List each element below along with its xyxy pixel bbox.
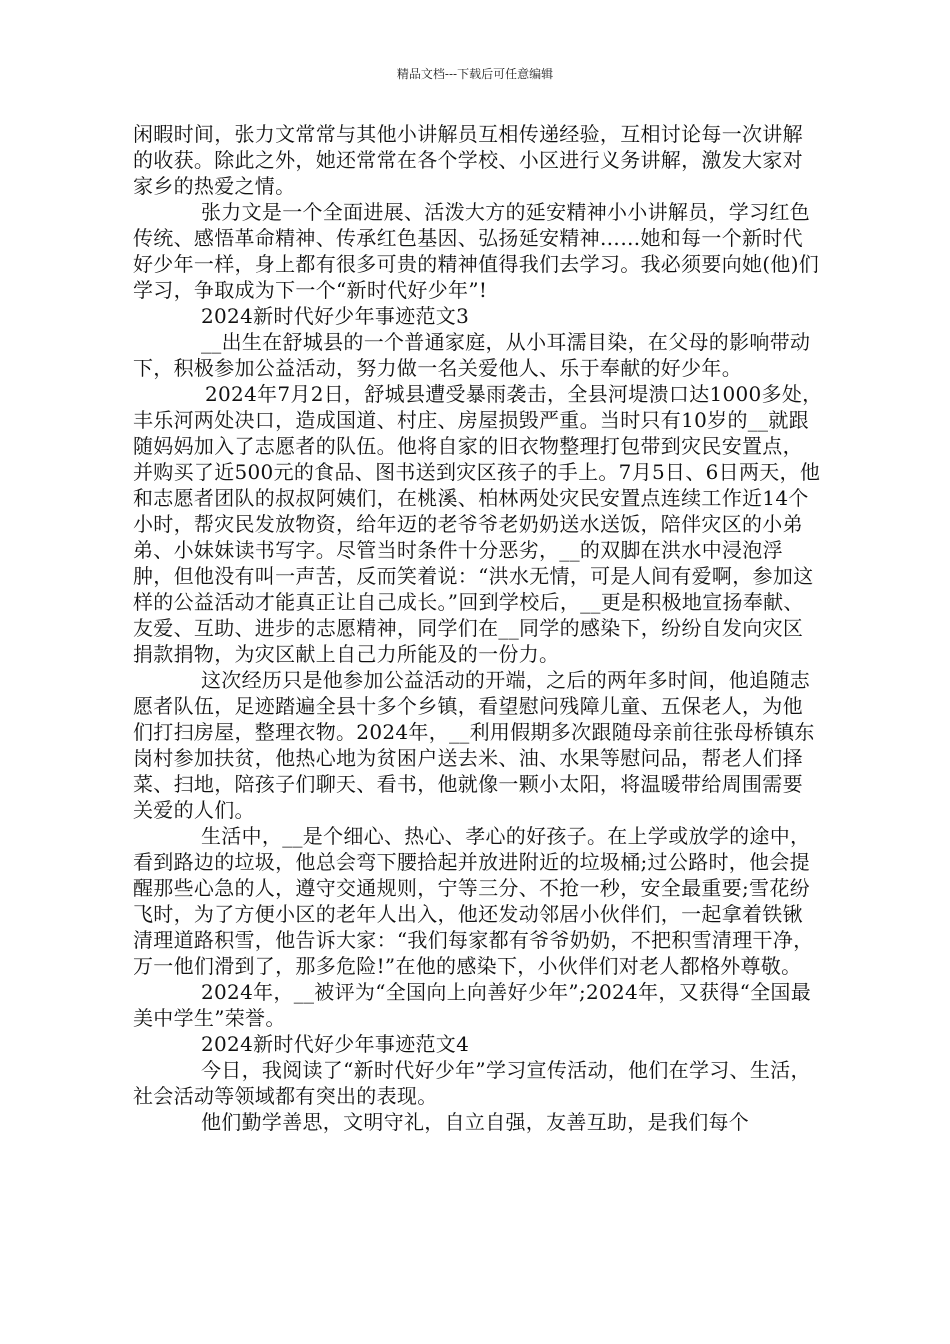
paragraph: 今日，我阅读了“新时代好少年”学习宣传活动，他们在学习、生活，社会活动等领域都有突出的表现。	[133, 1058, 811, 1108]
paragraph: 这次经历只是他参加公益活动的开端，之后的两年多时间，他追随志愿者队伍，足迹踏遍全县十多个乡镇，看望慰问残障儿童、五保老人，为他们打扫房屋，整理衣物。2024年，__利用假期多次跟随母亲前往张母桥镇东岗村参加扶贫，他热心地为贫困户送去米、油、水果等慰问品，帮老人们择菜、扫地，陪孩子们聊天、看书，他就像一颗小太阳，将温暖带给周围需要关爱的人们。	[133, 668, 815, 822]
paragraph: 2024年，__被评为“全国向上向善好少年”;2024年，又获得“全国最美中学生”荣誉。	[133, 980, 812, 1030]
paragraph: 闲暇时间，张力文常常与其他小讲解员互相传递经验，互相讨论每一次讲解的收获。除此之外，她还常常在各个学校、小区进行义务讲解，激发大家对家乡的热爱之情。	[133, 122, 803, 198]
page-header: 精品文档---下载后可任意编辑	[396, 67, 554, 81]
paragraph: 他们勤学善思，文明守礼，自立自强，友善互助，是我们每个	[201, 1110, 750, 1134]
section-heading: 2024新时代好少年事迹范文3	[201, 304, 470, 328]
paragraph: 生活中，__是个细心、热心、孝心的好孩子。在上学或放学的途中，看到路边的垃圾，他总会弯下腰拾起并放进附近的垃圾桶;过公路时，他会提醒那些心急的人，遵守交通规则，宁等三分、不抢一秒，安全最重要;雪花纷飞时，为了方便小区的老年人出入，他还发动邻居小伙伴们，一起拿着铁锹清理道路积雪，他告诉大家：“我们每家都有爷爷奶奶，不把积雪清理干净，万一他们滑到了，那多危险!”在他的感染下，小伙伴们对老人都格外尊敬。	[133, 824, 814, 978]
section-heading: 2024新时代好少年事迹范文4	[201, 1032, 470, 1056]
paragraph: 张力文是一个全面进展、活泼大方的延安精神小小讲解员，学习红色传统、感悟革命精神、传承红色基因、弘扬延安精神……她和每一个新时代好少年一样，身上都有很多可贵的精神值得我们去学习。我必须要向她(他)们学习，争取成为下一个“新时代好少年”!	[133, 200, 820, 302]
document-body	[133, 121, 823, 1135]
paragraph: 2024年7月2日，舒城县遭受暴雨袭击，全县河堤溃口达1000多处，丰乐河两处决口，造成国道、村庄、房屋损毁严重。当时只有10岁的__就跟随妈妈加入了志愿者的队伍。他将自家的旧衣物整理打包带到灾民安置点，并购买了近500元的食品、图书送到灾区孩子的手上。7月5日、6日两天，他和志愿者团队的叔叔阿姨们，在桃溪、柏林两处灾民安置点连续工作近14个小时，帮灾民发放物资，给年迈的老爷爷老奶奶送水送饭，陪伴灾区的小弟弟、小妹妹读书写字。尽管当时条件十分恶劣，__的双脚在洪水中浸泡浮肿，但他没有叫一声苦，反而笑着说：“洪水无情，可是人间有爱啊，参加这样的公益活动才能真正让自己成长。”回到学校后，__更是积极地宣扬奉献、友爱、互助、进步的志愿精神，同学们在__同学的感染下，纷纷自发向灾区捐款捐物，为灾区献上自己力所能及的一份力。	[133, 382, 823, 666]
paragraph: __出生在舒城县的一个普通家庭，从小耳濡目染，在父母的影响带动下，积极参加公益活动，努力做一名关爱他人、乐于奉献的好少年。	[133, 330, 811, 380]
